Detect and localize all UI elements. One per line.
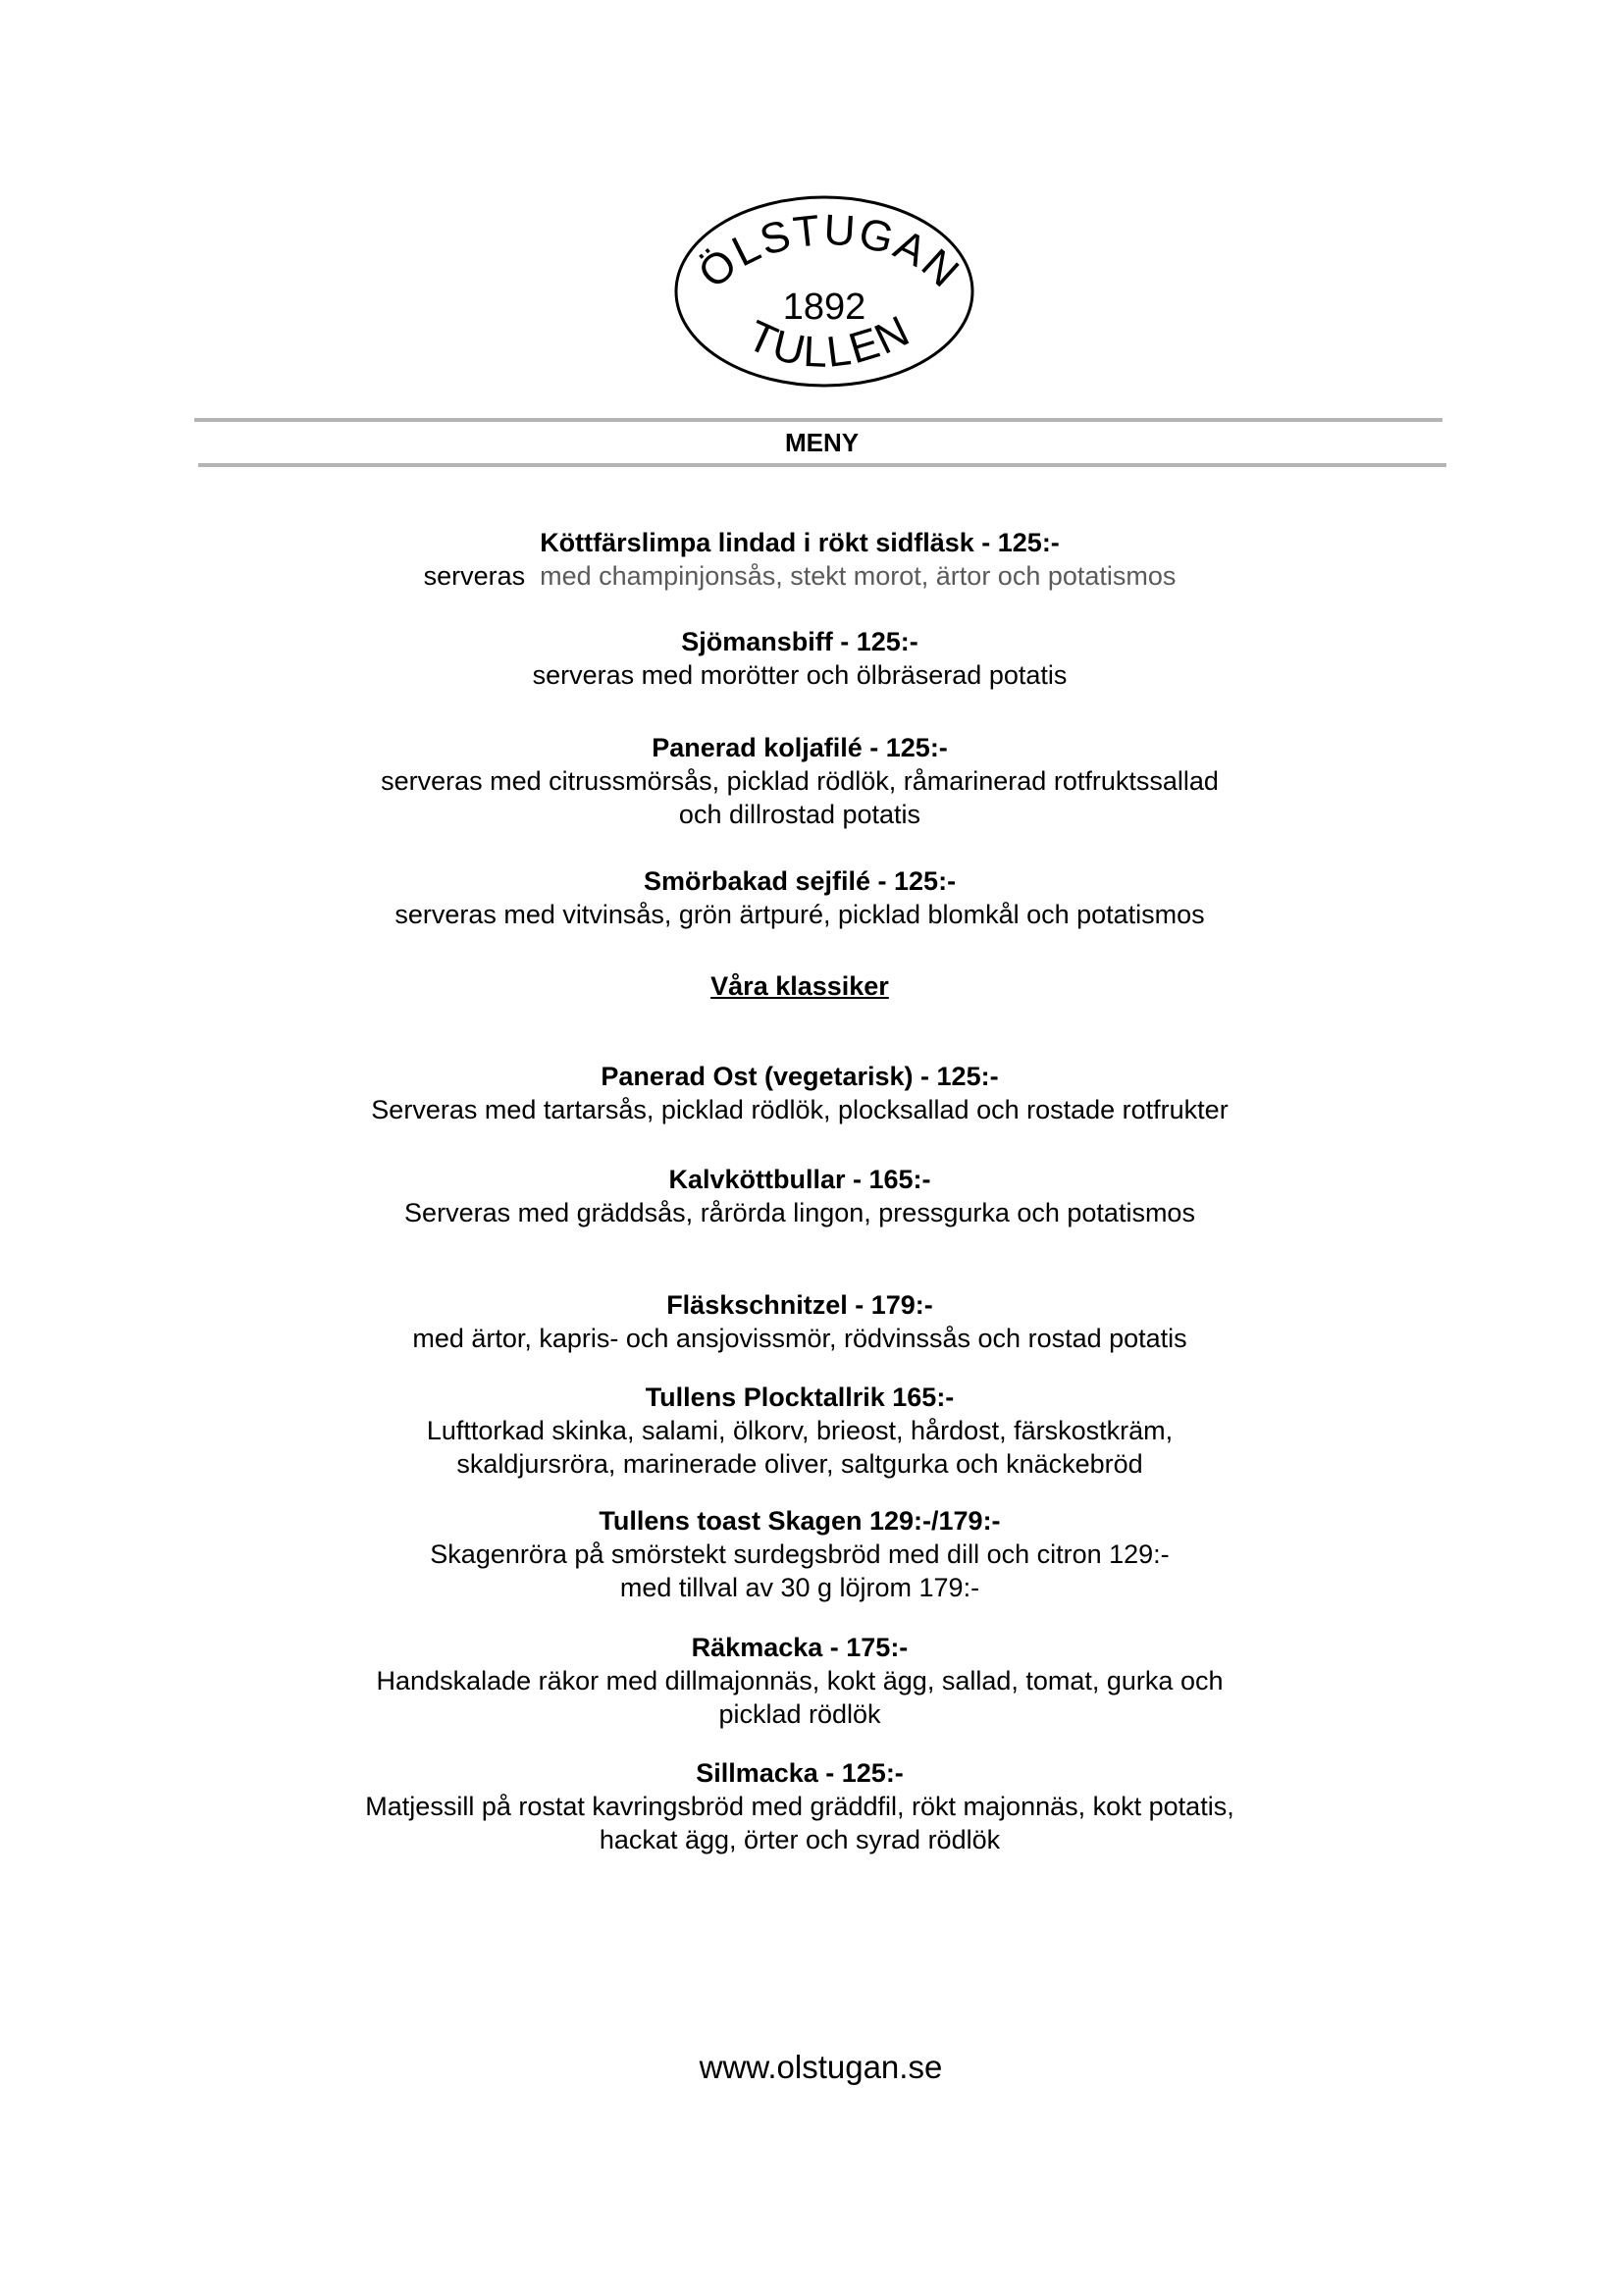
logo-year: 1892 [782, 287, 866, 328]
menu-item-description: serveras med vitvinsås, grön ärtpuré, picklad blomkål och potatismos [394, 900, 1205, 929]
menu-item-description-line: skaldjursröra, marinerade oliver, saltgurka och knäckebröd [456, 1449, 1143, 1479]
menu-item [0, 864, 1599, 931]
menu-item-description-line: picklad rödlök [718, 1699, 881, 1729]
menu-item [0, 1631, 1599, 1731]
menu-item-description-line: med tillval av 30 g löjrom 179:- [619, 1573, 980, 1602]
menu-item-description-line: Handskalade räkor med dillmajonnäs, kokt ägg, sallad, tomat, gurka och [376, 1666, 1224, 1695]
menu-item-description-line: och dillrostad potatis [678, 800, 921, 829]
menu-item [0, 731, 1599, 831]
menu-item [0, 1288, 1599, 1355]
menu-item [0, 526, 1599, 593]
menu-item [0, 1381, 1599, 1481]
menu-item-description [0, 559, 1599, 593]
menu-item [0, 1163, 1599, 1229]
menu-item-description-line: serveras med citrussmörsås, picklad rödlök, råmarinerad rotfruktssallad [381, 766, 1219, 796]
menu-item-description-line: Matjessill på rostat kavringsbröd med gräddfil, rökt majonnäs, kokt potatis, [365, 1792, 1234, 1821]
menu-item-title: Panerad koljafilé - 125:- [652, 733, 948, 762]
menu-item-description: serveras med morötter och ölbräserad potatis [532, 660, 1068, 690]
logo-name-top: ÖLSTUGAN [689, 205, 969, 298]
menu-item-title: Tullens toast Skagen 129:-/179:- [599, 1506, 1001, 1536]
divider-top [194, 418, 1442, 422]
menu-item [0, 1060, 1599, 1126]
website-link[interactable]: www.olstugan.se [699, 2049, 943, 2085]
menu-item-title: Smörbakad sejfilé - 125:- [643, 866, 957, 896]
menu-item-title: Fläskschnitzel - 179:- [666, 1290, 933, 1320]
menu-item-description: Serveras med gräddsås, rårörda lingon, pressgurka och potatismos [404, 1198, 1195, 1227]
menu-item [0, 1504, 1599, 1604]
menu-item-title: Räkmacka - 175:- [691, 1633, 909, 1662]
menu-item-title: Tullens Plocktallrik 165:- [645, 1382, 955, 1412]
menu-item-description-rest: med champinjonsås, stekt morot, ärtor och potatismos [540, 561, 1177, 591]
menu-item-title: Sillmacka - 125:- [696, 1758, 904, 1788]
menu-item-title: Sjömansbiff - 125:- [681, 627, 918, 656]
logo-name-bottom: TULLEN [740, 306, 918, 377]
menu-item-description-line: hackat ägg, örter och syrad rödlök [599, 1825, 1001, 1854]
menu-item-description-line: Lufttorkad skinka, salami, ölkorv, brieost, hårdost, färskostkräm, [426, 1416, 1174, 1445]
menu-item-description-line: Skagenröra på smörstekt surdegsbröd med dill och citron 129:- [430, 1539, 1170, 1569]
menu-heading: MENY [784, 428, 860, 457]
menu-item-description: Serveras med tartarsås, picklad rödlök, plocksallad och rostade rotfrukter [371, 1095, 1229, 1124]
menu-item-description-prefix: serveras [423, 561, 526, 591]
menu-item-title: Köttfärslimpa lindad i rökt sidfläsk - 125:- [540, 528, 1060, 557]
menu-item [0, 1756, 1599, 1856]
menu-item-title: Panerad Ost (vegetarisk) - 125:- [601, 1062, 999, 1091]
menu-item [0, 625, 1599, 692]
olstugan-logo [672, 191, 976, 392]
menu-item-title: Kalvköttbullar - 165:- [668, 1165, 931, 1194]
menu-item-description: med ärtor, kapris- och ansjovissmör, rödvinssås och rostad potatis [412, 1324, 1187, 1353]
divider-bottom [198, 463, 1446, 467]
section-title-klassiker: Våra klassiker [710, 971, 889, 1001]
